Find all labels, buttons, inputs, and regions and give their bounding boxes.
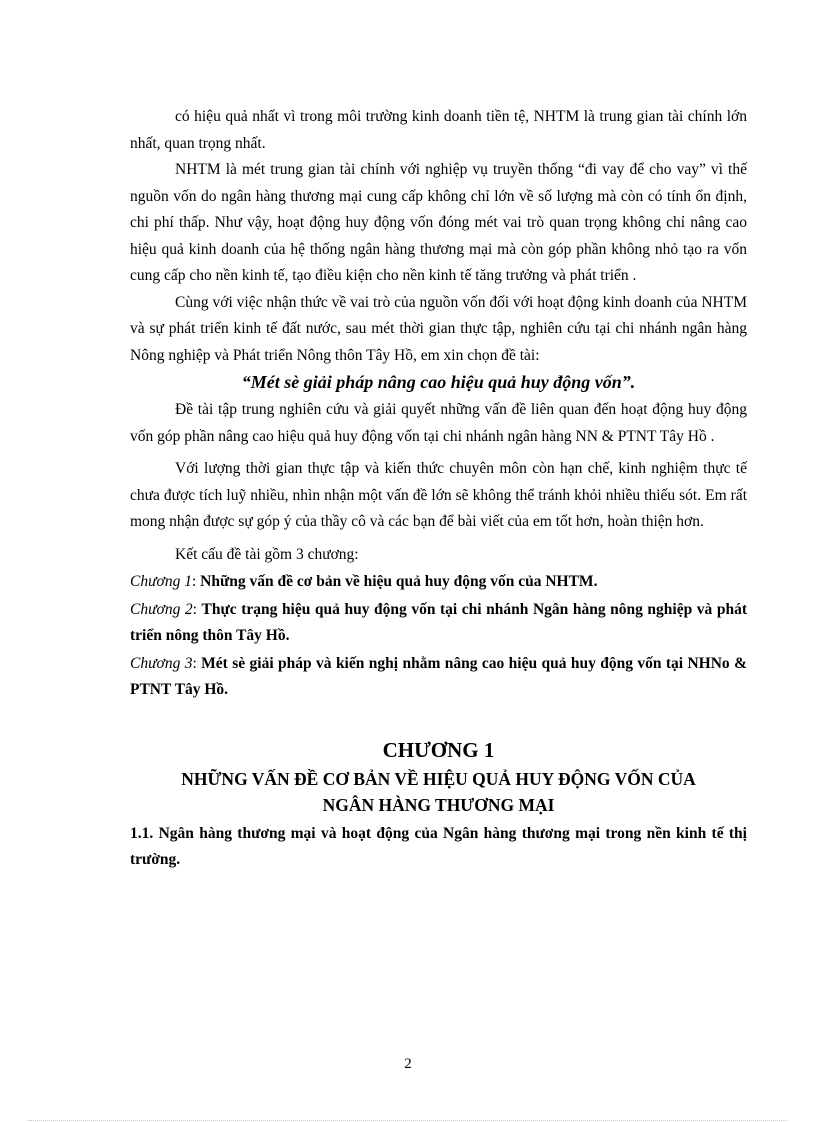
chapter-item-1 (130, 569, 747, 596)
paragraph-continuation: có hiệu quả nhất vì trong môi trường kinh doanh tiền tệ, NHTM là trung gian tài chính lớn nhất, quan trọng nhất. (130, 108, 747, 152)
chapter-item-3 (130, 651, 747, 704)
page-number: 2 (404, 1056, 412, 1072)
chapter-heading: CHƯƠNG 1 (382, 737, 495, 762)
paragraph-nhtm-role: NHTM là mét trung gian tài chính với nghiệp vụ truyền thống “đi vay để cho vay” vì thế nguồn vốn do ngân hàng thương mại cung cấp không chỉ lớn về số lượng mà còn có tính ổn định, chi phí thấp. Như vậy, hoạt động huy động vốn đóng mét vai trò quan trọng không chỉ nâng cao hiệu quả kinh doanh của hệ thống ngân hàng thương mại mà còn góp phần không nhỏ tạo ra vốn cung cấp cho nền kinh tế, tạo điều kiện cho nền kinh tế tăng trưởng và phát triển . (130, 161, 747, 284)
paragraph-topic-intro: Cùng với việc nhận thức về vai trò của nguồn vốn đối với hoạt động kinh doanh của NHTM và sự phát triển kinh tế đất nước, sau mét thời gian thực tập, nghiên cứu tại chi nhánh ngân hàng Nông nghiệp và Phát triển Nông thôn Tây Hồ, em xin chọn đề tài: (130, 293, 747, 364)
chapter-separator: : (191, 573, 201, 590)
chapter-separator: : (192, 600, 202, 618)
chapter-subtitle-line-2: NGÂN HÀNG THƯƠNG MẠI (322, 794, 555, 815)
chapter-item-2 (130, 597, 747, 650)
chapter-subtitle-line-1: NHỮNG VẤN ĐỀ CƠ BẢN VỀ HIỆU QUẢ HUY ĐỘNG VỐN CỦA (181, 768, 696, 789)
chapter-label: Chương 3 (130, 654, 193, 672)
topic-title: “Mét sè giải pháp nâng cao hiệu quả huy động vốn”. (241, 372, 636, 392)
chapter-title: Mét sè giải pháp và kiến nghị nhằm nâng cao hiệu quả huy động vốn tại NHNo & PTNT Tây Hồ. (130, 654, 747, 698)
document-page (130, 104, 747, 873)
section-heading: 1.1. Ngân hàng thương mại và hoạt động của Ngân hàng thương mại trong nền kinh tế thị trường. (130, 824, 747, 868)
chapter-label: Chương 1 (130, 573, 192, 590)
chapter-separator: : (192, 654, 202, 672)
chapter-title: Những vấn đề cơ bản về hiệu quả huy động vốn của NHTM. (200, 573, 598, 590)
paragraph-scope: Đề tài tập trung nghiên cứu và giải quyết những vấn đề liên quan đến hoạt động huy động vốn góp phần nâng cao hiệu quả huy động vốn tại chi nhánh ngân hàng NN & PTNT Tây Hồ . (130, 401, 747, 445)
chapter-title: Thực trạng hiệu quả huy động vốn tại chi nhánh Ngân hàng nông nghiệp và phát triển nông thôn Tây Hồ. (130, 600, 747, 644)
paragraph-structure-intro: Kết cấu đề tài gồm 3 chương: (175, 545, 359, 563)
footer-divider (28, 1120, 788, 1121)
chapter-label: Chương 2 (130, 600, 193, 618)
paragraph-limitations: Với lượng thời gian thực tập và kiến thức chuyên môn còn hạn chế, kinh nghiệm thực tế chưa được tích luỹ nhiều, nhìn nhận một vấn đề lớn sẽ không thể tránh khỏi nhiều thiếu sót. Em rất mong nhận được sự góp ý của thầy cô và các bạn để bài viết của em tốt hơn, hoàn thiện hơn. (130, 460, 747, 530)
